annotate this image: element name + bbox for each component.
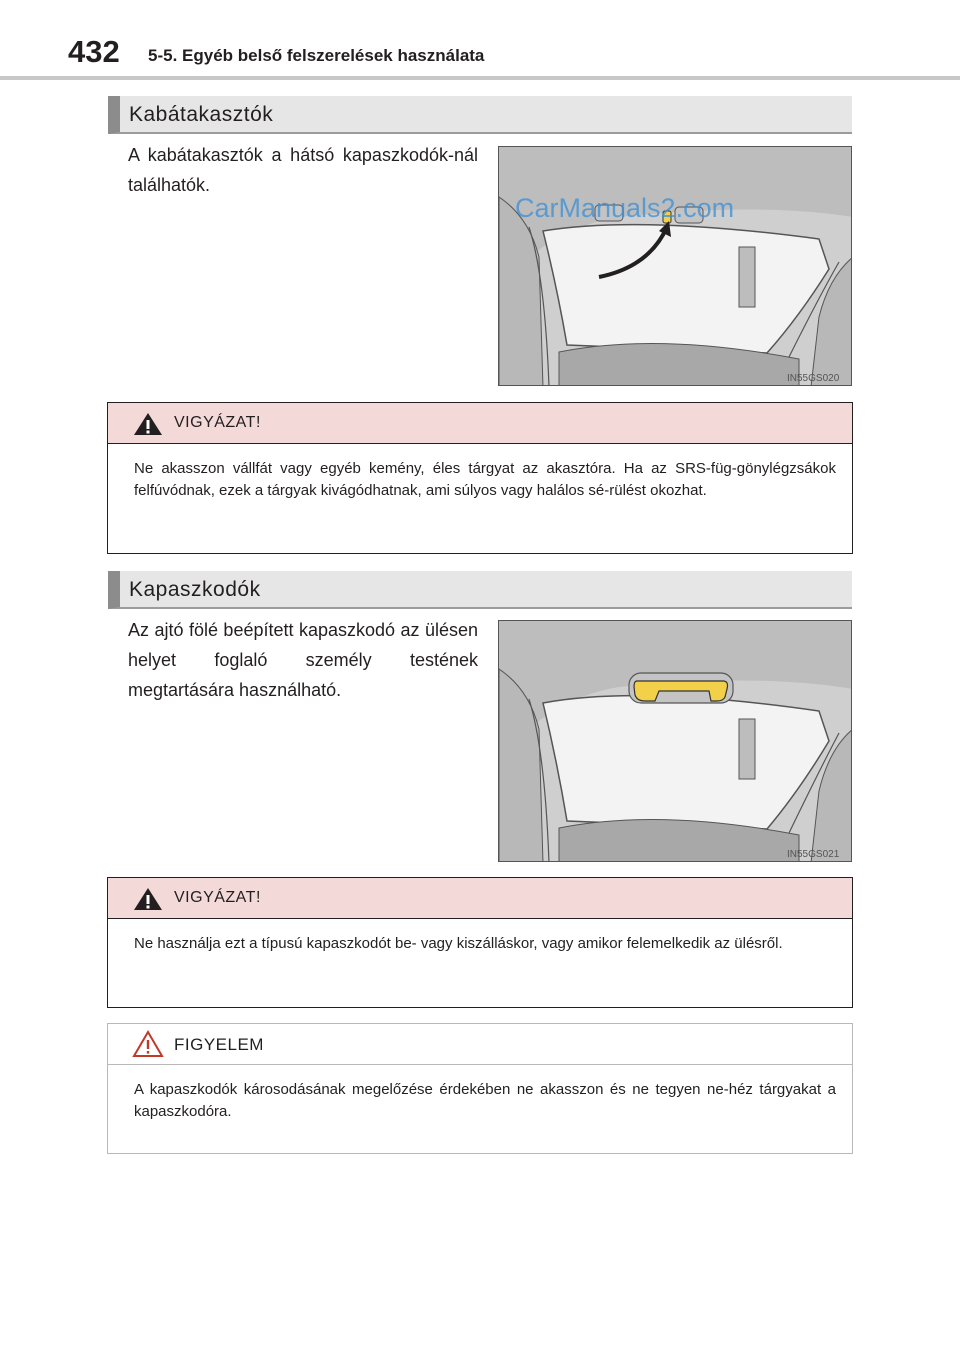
section-heading-grab-handles bbox=[108, 571, 852, 609]
page-number: 432 bbox=[68, 34, 120, 69]
caution-header bbox=[108, 878, 852, 919]
caution-header bbox=[108, 403, 852, 444]
caution-label: VIGYÁZAT! bbox=[174, 889, 261, 906]
section-heading-text: Kabátakasztók bbox=[129, 103, 274, 126]
coat-hook-illustration bbox=[498, 146, 852, 386]
section-heading-coat-hooks bbox=[108, 96, 852, 134]
caution-text: Ne használja ezt a típusú kapaszkodót be- vagy kiszálláskor, vagy amikor felemelkedik az ülésről. bbox=[134, 935, 783, 952]
caution-text: Ne akasszon vállfát vagy egyéb kemény, éles tárgyat az akasztóra. Ha az SRS-füg-gönylégzsákok felfúvódnak, ezek a tárgyak kivágódhatnak, ami súlyos vagy halálos sé-rülést okozhat. bbox=[134, 460, 836, 499]
notice-label: FIGYELEM bbox=[174, 1035, 264, 1054]
caution-label: VIGYÁZAT! bbox=[174, 414, 261, 431]
section-heading-text: Kapaszkodók bbox=[129, 578, 261, 601]
image-code: IN55GS020 bbox=[787, 373, 840, 384]
caution-box-grab-handles bbox=[107, 877, 853, 1008]
coat-hooks-description: A kabátakasztók a hátsó kapaszkodók-nál találhatók. bbox=[128, 145, 478, 195]
warning-triangle-icon bbox=[132, 886, 164, 912]
warning-triangle-icon bbox=[132, 411, 164, 437]
caution-triangle-outline-icon bbox=[132, 1030, 164, 1058]
caution-box-coat-hooks bbox=[107, 402, 853, 554]
chapter-title: 5-5. Egyéb belső felszerelések használata bbox=[148, 46, 485, 65]
notice-box bbox=[107, 1023, 853, 1154]
grab-handle-illustration bbox=[498, 620, 852, 862]
image-code: IN55GS021 bbox=[787, 849, 840, 860]
grab-handles-description: Az ajtó fölé beépített kapaszkodó az ülésen helyet foglaló személy testének megtartására használható. bbox=[128, 620, 478, 700]
watermark-text: CarManuals2.com bbox=[515, 193, 735, 223]
header-rule bbox=[0, 76, 960, 80]
notice-text: A kapaszkodók károsodásának megelőzése érdekében ne akasszon és ne tegyen ne-héz tárgyakat a kapaszkodóra. bbox=[134, 1081, 836, 1120]
notice-header bbox=[108, 1024, 852, 1065]
